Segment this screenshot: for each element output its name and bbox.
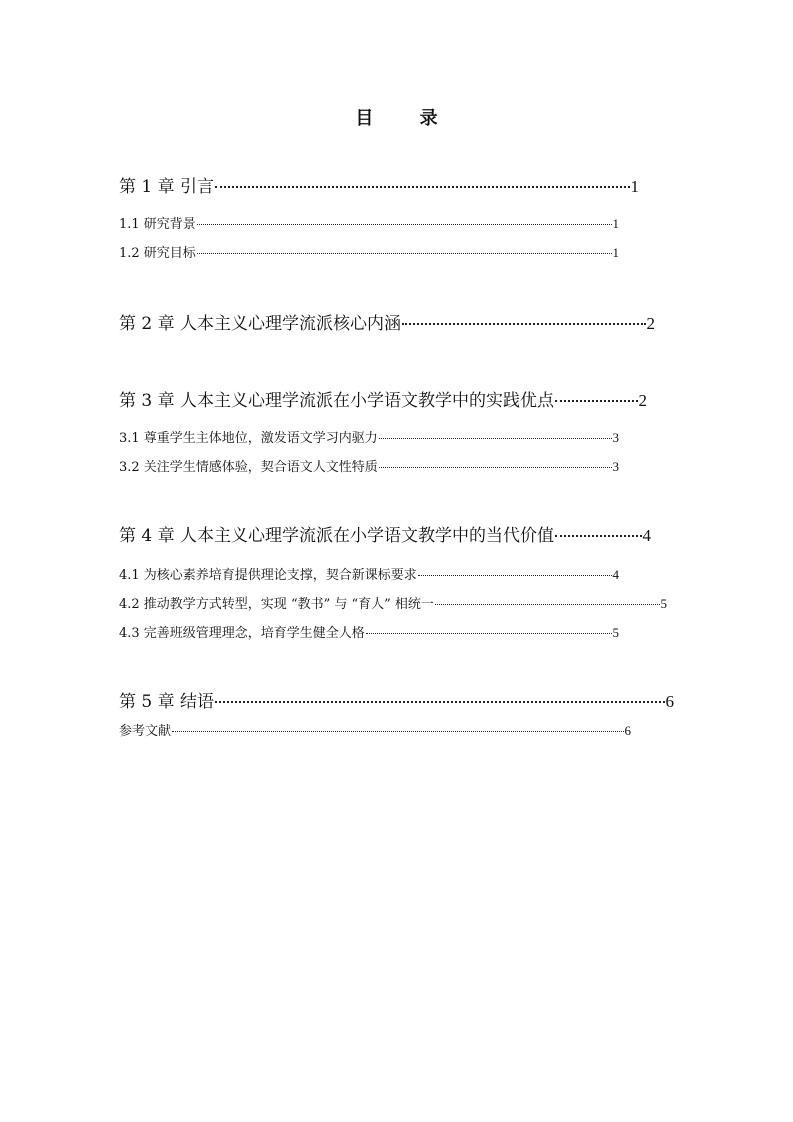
- toc-entry-page: 3: [612, 459, 619, 474]
- dot-leader: [197, 253, 612, 254]
- toc-entry-page: 2: [646, 314, 655, 333]
- toc-entry-page: 6: [624, 723, 631, 738]
- toc-entry-chapter-5[interactable]: [119, 687, 674, 712]
- toc-entry-section-1-2[interactable]: [119, 242, 619, 261]
- toc-entry-label: 第 5 章 结语: [119, 692, 215, 712]
- dot-leader: [402, 323, 645, 325]
- dot-leader: [366, 633, 612, 634]
- toc-entry-chapter-4[interactable]: [119, 521, 651, 546]
- dot-leader: [379, 438, 612, 439]
- toc-entry-page: 1: [612, 245, 619, 260]
- toc-entry-label: 第 3 章 人本主义心理学流派在小学语文教学中的实践优点: [119, 391, 555, 411]
- dot-leader: [379, 467, 612, 468]
- toc-entry-label: 第 4 章 人本主义心理学流派在小学语文教学中的当代价值: [119, 526, 555, 546]
- toc-entry-label: 参考文献: [119, 724, 172, 739]
- dot-leader: [555, 400, 637, 402]
- toc-entry-page: 5: [612, 625, 619, 640]
- toc-title: 目 录: [355, 108, 458, 129]
- toc-entry-chapter-3[interactable]: [119, 386, 647, 411]
- toc-entry-page: 4: [642, 526, 651, 545]
- toc-entry-label: 第 2 章 人本主义心理学流派核心内涵: [119, 314, 402, 334]
- toc-entry-references[interactable]: [119, 720, 631, 739]
- toc-entry-page: 3: [612, 430, 619, 445]
- dot-leader: [435, 604, 660, 605]
- toc-entry-section-3-2[interactable]: [119, 456, 619, 475]
- toc-entry-label: 4.3 完善班级管理理念，培育学生健全人格: [119, 626, 365, 641]
- toc-entry-label: 4.1 为核心素养培育提供理论支撑，契合新课标要求: [119, 568, 417, 583]
- toc-entry-section-4-1[interactable]: [119, 564, 619, 583]
- dot-leader: [215, 701, 664, 703]
- dot-leader: [555, 535, 641, 537]
- toc-entry-section-4-2[interactable]: [119, 593, 667, 612]
- toc-entry-label: 4.2 推动教学方式转型，实现 “教书” 与 “育人” 相统一: [119, 597, 434, 612]
- dot-leader: [215, 186, 629, 188]
- dot-leader: [172, 731, 623, 732]
- toc-entry-section-4-3[interactable]: [119, 622, 619, 641]
- toc-entry-page: 4: [612, 567, 619, 582]
- toc-entry-section-1-1[interactable]: [119, 213, 619, 232]
- toc-entry-label: 1.1 研究背景: [119, 217, 196, 232]
- dot-leader: [197, 224, 612, 225]
- toc-entry-page: 1: [630, 177, 639, 196]
- toc-entry-chapter-1[interactable]: [119, 172, 639, 197]
- toc-entry-chapter-2[interactable]: [119, 309, 655, 334]
- toc-entry-page: 6: [665, 692, 674, 711]
- toc-entry-page: 1: [612, 216, 619, 231]
- toc-entry-label: 3.1 尊重学生主体地位，激发语文学习内驱力: [119, 431, 378, 446]
- toc-entry-page: 5: [660, 596, 667, 611]
- toc-entry-label: 第 1 章 引言: [119, 177, 215, 197]
- toc-entry-label: 1.2 研究目标: [119, 246, 196, 261]
- dot-leader: [418, 575, 612, 576]
- toc-entry-label: 3.2 关注学生情感体验，契合语文人文性特质: [119, 460, 378, 475]
- toc-entry-section-3-1[interactable]: [119, 427, 619, 446]
- toc-entry-page: 2: [638, 391, 647, 410]
